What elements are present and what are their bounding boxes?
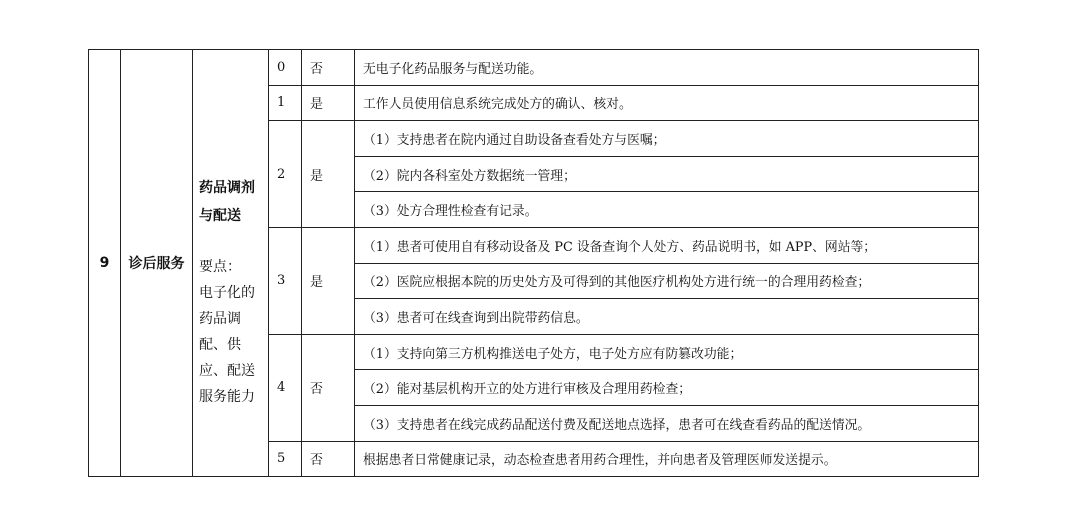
description-cell: （2）医院应根据本院的历史处方及可得到的其他医疗机构处方进行统一的合理用药检查；	[355, 263, 979, 299]
row-number: 9	[89, 50, 121, 477]
met-cell: 是	[302, 227, 355, 334]
level-cell: 4	[269, 334, 302, 441]
category-cell: 诊后服务	[121, 50, 193, 477]
level-cell: 0	[269, 50, 302, 86]
description-cell: 工作人员使用信息系统完成处方的确认、核对。	[355, 85, 979, 121]
description-cell: （2）能对基层机构开立的处方进行审核及合理用药检查；	[355, 370, 979, 406]
met-cell: 是	[302, 85, 355, 121]
description-cell: （1）支持向第三方机构推送电子处方，电子处方应有防篡改功能；	[355, 334, 979, 370]
level-cell: 2	[269, 121, 302, 228]
item-title: 药品调剂与配送	[199, 180, 255, 225]
met-cell: 否	[302, 50, 355, 86]
description-cell: （1）患者可使用自有移动设备及 PC 设备查询个人处方、药品说明书，如 APP、网站等；	[355, 227, 979, 263]
description-cell: 根据患者日常健康记录，动态检查患者用药合理性，并向患者及管理医师发送提示。	[355, 441, 979, 477]
points-text: 电子化的药品调配、供应、配送服务能力	[199, 285, 255, 406]
description-cell: （1）支持患者在院内通过自助设备查看处方与医嘱；	[355, 121, 979, 157]
item-points	[199, 254, 267, 410]
points-label: 要点：	[199, 259, 241, 276]
item-cell	[193, 50, 269, 477]
level-cell: 5	[269, 441, 302, 477]
evaluation-table	[88, 49, 979, 477]
description-cell: 无电子化药品服务与配送功能。	[355, 50, 979, 86]
met-cell: 否	[302, 441, 355, 477]
level-cell: 1	[269, 85, 302, 121]
description-cell: （2）院内各科室处方数据统一管理；	[355, 156, 979, 192]
met-cell: 否	[302, 334, 355, 441]
description-cell: （3）患者可在线查询到出院带药信息。	[355, 299, 979, 335]
description-cell: （3）处方合理性检查有记录。	[355, 192, 979, 228]
description-cell: （3）支持患者在线完成药品配送付费及配送地点选择，患者可在线查看药品的配送情况。	[355, 405, 979, 441]
table-row	[89, 50, 979, 86]
level-cell: 3	[269, 227, 302, 334]
met-cell: 是	[302, 121, 355, 228]
